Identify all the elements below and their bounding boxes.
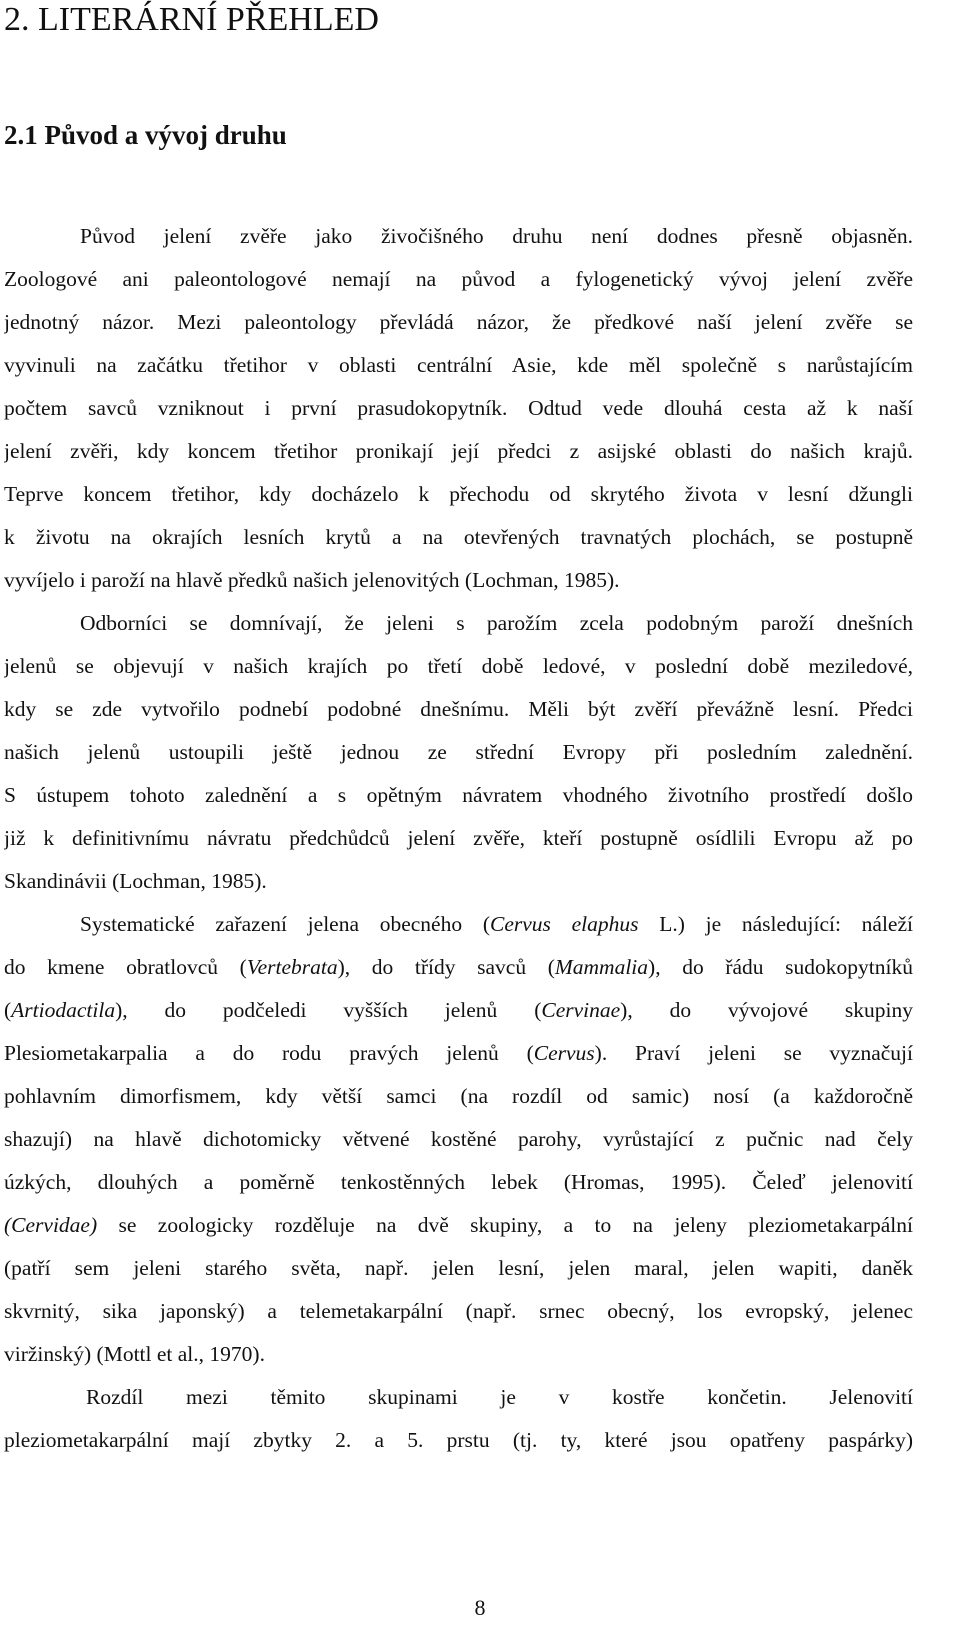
text-line: Skandinávii (Lochman, 1985). bbox=[4, 869, 267, 893]
text-line: Systematické zařazení jelena obecného (Cervus elaphus L.) je následující: náleží bbox=[80, 912, 913, 936]
text-line: úzkých, dlouhých a poměrně tenkostěnných lebek (Hromas, 1995). Čeleď jelenovití bbox=[4, 1170, 913, 1194]
page-number: 8 bbox=[474, 1595, 486, 1620]
text-line: do kmene obratlovců (Vertebrata), do třídy savců (Mammalia), do řádu sudokopytníků bbox=[4, 955, 913, 979]
text-line: kdy se zde vytvořilo podnebí podobné dnešnímu. Měli být zvěří převážně lesní. Předci bbox=[4, 697, 913, 721]
text-line: S ústupem tohoto zalednění a s opětným návratem vhodného životního prostředí došlo bbox=[4, 783, 913, 807]
text-line: již k definitivnímu návratu předchůdců jelení zvěře, kteří postupně osídlili Evropu až po bbox=[4, 826, 913, 850]
section-title: 2.1 Původ a vývoj druhu bbox=[4, 120, 287, 150]
text-line: vyvinuli na začátku třetihor v oblasti centrální Asie, kde měl společně s narůstajícím bbox=[4, 353, 913, 377]
chapter-title: 2. LITERÁRNÍ PŘEHLED bbox=[4, 1, 379, 38]
text-line: jelení zvěři, kdy koncem třetihor pronikají její předci z asijské oblasti do našich krajů. bbox=[4, 439, 913, 463]
text-line: Plesiometakarpalia a do rodu pravých jelenů (Cervus). Praví jeleni se vyznačují bbox=[4, 1041, 913, 1065]
text-line: Teprve koncem třetihor, kdy docházelo k přechodu od skrytého života v lesní džungli bbox=[4, 482, 913, 506]
text-line: viržinský) (Mottl et al., 1970). bbox=[4, 1342, 265, 1366]
text-line: pohlavním dimorfismem, kdy větší samci (na rozdíl od samic) nosí (a každoročně bbox=[4, 1084, 913, 1108]
text-line: počtem savců vzniknout i první prasudokopytník. Odtud vede dlouhá cesta až k naší bbox=[4, 396, 913, 420]
text-line: našich jelenů ustoupili ještě jednou ze střední Evropy při posledním zalednění. bbox=[4, 740, 913, 764]
text-line: jelenů se objevují v našich krajích po třetí době ledové, v poslední době meziledové, bbox=[4, 654, 913, 678]
text-line: pleziometakarpální mají zbytky 2. a 5. prstu (tj. ty, které jsou opatřeny paspárky) bbox=[4, 1428, 913, 1452]
text-line: (patří sem jeleni starého světa, např. jelen lesní, jelen maral, jelen wapiti, daněk bbox=[4, 1256, 913, 1280]
text-line: skvrnitý, sika japonský) a telemetakarpální (např. srnec obecný, los evropský, jelenec bbox=[4, 1299, 913, 1323]
text-line: Zoologové ani paleontologové nemají na původ a fylogenetický vývoj jelení zvěře bbox=[4, 267, 913, 291]
text-line: Odborníci se domnívají, že jeleni s parožím zcela podobným paroží dnešních bbox=[80, 611, 913, 635]
text-line: k životu na okrajích lesních krytů a na otevřených travnatých plochách, se postupně bbox=[4, 525, 913, 549]
text-line: jednotný názor. Mezi paleontology převládá názor, že předkové naší jelení zvěře se bbox=[4, 310, 913, 334]
text-line: Původ jelení zvěře jako živočišného druhu není dodnes přesně objasněn. bbox=[80, 224, 913, 248]
text-line: vyvíjelo i paroží na hlavě předků našich jelenovitých (Lochman, 1985). bbox=[4, 568, 620, 592]
text-line: Rozdíl mezi těmito skupinami je v kostře končetin. Jelenovití bbox=[86, 1385, 913, 1409]
text-line: shazují) na hlavě dichotomicky větvené kostěné parohy, vyrůstající z pučnic nad čely bbox=[4, 1127, 913, 1151]
text-line: (Artiodactila), do podčeledi vyšších jelenů (Cervinae), do vývojové skupiny bbox=[4, 998, 913, 1022]
text-line: (Cervidae) se zoologicky rozděluje na dvě skupiny, a to na jeleny pleziometakarpální bbox=[4, 1213, 913, 1237]
